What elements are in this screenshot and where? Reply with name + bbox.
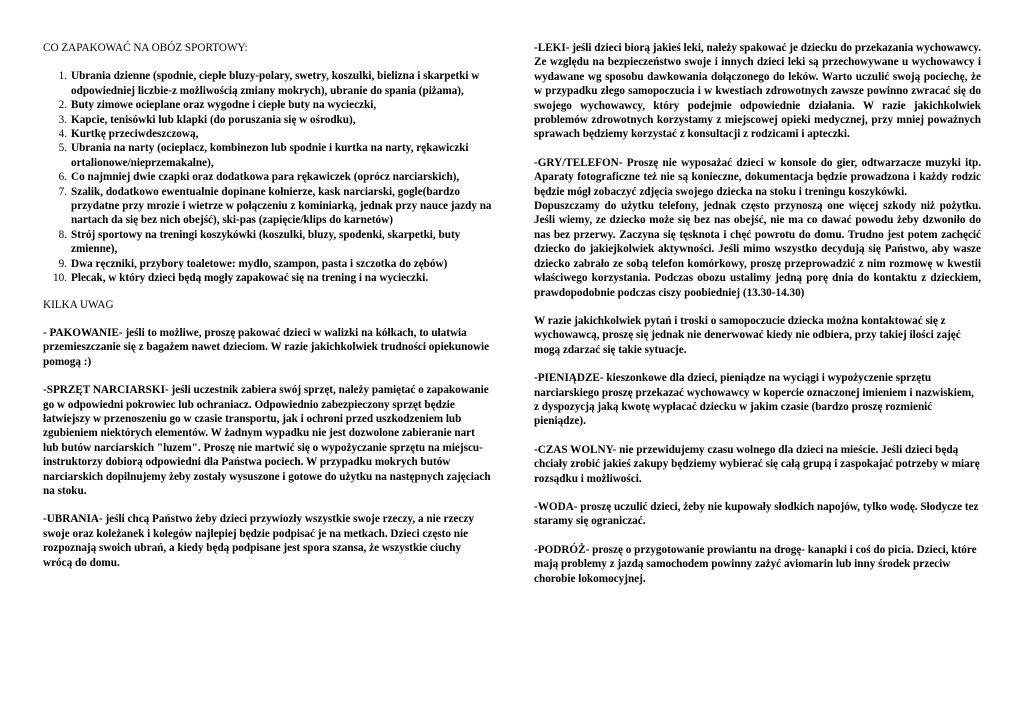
packing-list	[43, 69, 492, 285]
list-item-text: Kurtkę przeciwdeszczową,	[71, 128, 199, 141]
list-item	[43, 228, 492, 257]
list-item	[43, 257, 492, 271]
list-item-text: Dwa ręczniki, przybory toaletowe: mydło, szampon, pasta i szczotka do zębów)	[71, 257, 448, 270]
list-item-text: Buty zimowe ocieplane oraz wygodne i ciepłe buty na wycieczki,	[71, 99, 377, 112]
list-item	[43, 98, 492, 112]
note-water: -WODA- proszę uczulić dzieci, żeby nie kupowały słodkich napojów, tylko wodę. Słodycze tez staramy się ograniczać.	[534, 500, 979, 528]
list-item-number: 2.	[58, 99, 67, 112]
note-medicines: -LEKI- jeśli dzieci biorą jakieś leki, należy spakować je dziecku do przekazania wychowawcy. Ze względu na bezpieczeństwo swoje i innych dzieci leki są przechowywane u wychowawcy i wydawane wg sposobu dawkowania dołączonego do leków. Warto uczulić swoją pociechę, że w przypadku złego samopoczucia i w kwestiach zdrowotnych zawsze powinno zwracać się do swojego wychowawcy, który podejmie odpowiednie działania. W razie jakichkolwiek problemów zdrowotnych korzystamy z miejscowej opieki medycznej, przy mniej poważnych sprawach będziemy korzystać z konsultacji z rodzicami i apteczki.	[534, 42, 981, 141]
note-free-time: -CZAS WOLNY- nie przewidujemy czasu wolnego dla dzieci na mieście. Jeśli dzieci będą chciały zrobić jakieś zakupy będziemy wybierać się całą grupą i zaspokajać potrzeby w miarę rozsądku i możliwości.	[534, 443, 980, 485]
list-item-text: Plecak, w który dzieci będą mogły zapakować się na trening i na wycieczki.	[71, 272, 429, 285]
list-item	[43, 271, 492, 285]
note-phone-usage: Dopuszczamy do użytku telefony, jednak często przynoszą one więcej szkody niż pożytku. Jeśli wiemy, ze dziecko może się bez nas obejść, nie ma co dawać powodu żeby dzwoniło do nas bez przerwy. Zaczyna się tęsknota i chęć powrotu do domu. Trudno jest potem zachęcić dziecko do jakiejkolwiek aktywności. Jeśli mimo wszystko decydują się Państwo, aby wasze dziecko zabrało ze sobą telefon komórkowy, proszę przeprowadzić z nim rozmowę w kwestii właściwego korzystania. Podczas obozu ustalimy jedną porę dnia do kontaktu z dzieckiem, prawdopodobnie podczas ciszy poobiedniej (13.30-14.30)	[534, 200, 981, 299]
list-item-text: Kapcie, tenisówki lub klapki (do poruszania się w ośrodku),	[71, 113, 356, 126]
note-clothes: -UBRANIA- jeśli chcą Państwo żeby dzieci przywiozły wszystkie swoje rzeczy, a nie rzeczy swoje oraz koleżanek i kolegów najlepiej będzie podpisać je na metkach. Dzieci często nie rozpoznają swoich ubrań, a kiedy będą podpisane jest spora szansa, że wszystkie ciuchy wrócą do domu.	[43, 513, 474, 569]
notes-heading: KILKA UWAG	[43, 298, 114, 311]
list-item	[43, 127, 492, 141]
list-item-text: Ubrania dzienne (spodnie, ciepłe bluzy-polary, swetry, koszulki, bielizna i skarpetki w odpowiedniej liczbie-z możliwością zmiany mokrych), ubranie do spania (piżama),	[71, 70, 480, 97]
packing-list-title: CO ZAPAKOWAĆ NA OBÓZ SPORTOWY:	[43, 42, 248, 54]
note-contact: W razie jakichkolwiek pytań i troski o samopoczucie dziecka można kontaktować się z wychowawcą, proszę się jednak nie denerwować kiedy nie odbiera, przy takiej ilości zajęć mogą zdarzać się takie sytuacje.	[534, 314, 961, 356]
list-item-number: 4.	[58, 128, 67, 141]
list-item	[43, 69, 492, 98]
list-item-text: Co najmniej dwie czapki oraz dodatkowa para rękawiczek (oprócz narciarskich),	[71, 171, 460, 184]
list-item-number: 8.	[58, 228, 67, 241]
right-column	[534, 41, 981, 600]
list-item-text: Strój sportowy na treningi koszykówki (koszulki, bluzy, spodenki, skarpetki, buty zmienne),	[71, 228, 461, 256]
list-item-number: 1.	[58, 70, 67, 83]
left-column	[43, 41, 492, 584]
list-item-number: 5.	[58, 142, 67, 155]
list-item-number: 9.	[58, 257, 67, 270]
list-item-text: Szalik, dodatkowo ewentualnie dopinane kołnierze, kask narciarski, gogle(bardzo przydatne przy mrozie i wietrze w połączeniu z kominiarką, jednak przy nauce jazdy na nartach da się bez nich obejść), ski-pas (zapięcie/klips do karnetów)	[71, 185, 492, 227]
list-item	[43, 170, 492, 184]
note-games-phone: -GRY/TELEFON- Proszę nie wyposażać dzieci w konsole do gier, odtwarzacze muzyki itp. Aparaty fotograficzne też nie są konieczne, dokumentacja będzie prowadzona i każdy rodzic będzie mógł zobaczyć zdjęcia swojego dziecka na stoku i treningu koszykówki.	[534, 156, 981, 198]
list-item-number: 7.	[58, 185, 67, 198]
note-travel: -PODRÓŻ- proszę o przygotowanie prowiantu na drogę- kanapki i coś do picia. Dzieci, które mają problemy z jazdą samochodem powinny zażyć aviomarin lub inny środek przeciw chorobie lokomocyjnej.	[534, 543, 977, 585]
note-packing: - PAKOWANIE- jeśli to możliwe, proszę pakować dzieci w walizki na kółkach, to ułatwia przemieszczanie się z bagażem nawet dzieciom. W razie jakichkolwiek trudności opiekunowie pomogą :)	[43, 326, 490, 368]
list-item	[43, 141, 492, 170]
note-money: -PIENIĄDZE- kieszonkowe dla dzieci, pieniądze na wyciągi i wypożyczenie sprzętu narciarskiego proszę przekazać wychowawcy w kopercie oznaczonej imieniem i nazwiskiem, z dyspozycją jaką kwotę wypłacać dziecku w jakim czasie (bardzo proszę rozmienić pieniądze).	[534, 372, 974, 428]
note-ski-equipment: -SPRZĘT NARCIARSKI- jeśli uczestnik zabiera swój sprzęt, należy pamiętać o zapakowanie go w odpowiedni pokrowiec lub ochraniacz. Odpowiednio zabezpieczony sprzęt będzie łatwiejszy w przenoszeniu go w czasie transportu, jak i ochroni przed uszkodzeniem lub zgubieniem niektórych elementów. W żadnym wypadku nie jest dozwolone zabieranie nart lub butów narciarskich "luzem". Proszę nie martwić się o wypożyczanie sprzętu na miejscu-instruktorzy dobiorą odpowiedni dla Państwa pociech. W przypadku mokrych butów narciarskich dopilnujemy żeby zostały wysuszone i gotowe do użytku na następnych zajęciach na stoku.	[43, 384, 491, 497]
list-item-number: 6.	[58, 171, 67, 184]
list-item-number: 3.	[58, 113, 67, 126]
list-item-number: 10.	[53, 272, 67, 285]
list-item	[43, 113, 492, 127]
list-item-text: Ubrania na narty (ocieplacz, kombinezon lub spodnie i kurtka na narty, rękawiczki ortalionowe/nieprzemakalne),	[71, 142, 469, 169]
list-item	[43, 185, 492, 228]
